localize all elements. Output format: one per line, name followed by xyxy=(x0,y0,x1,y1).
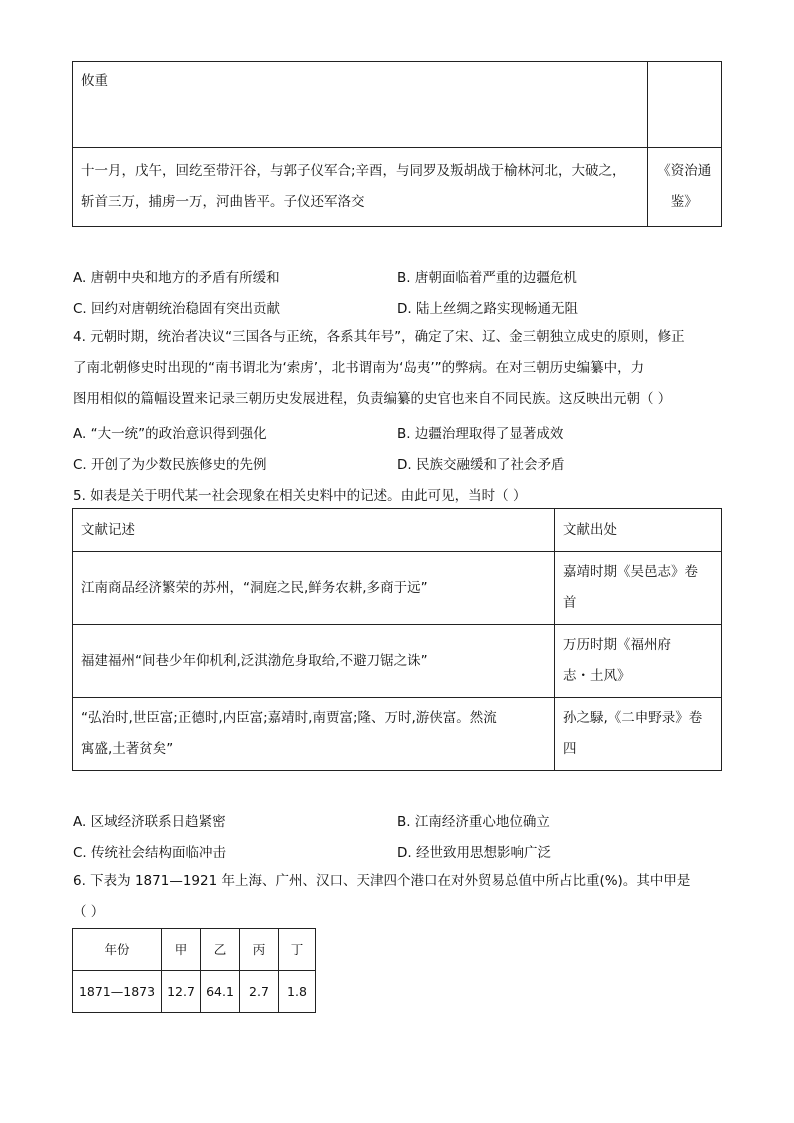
q4-option-d[interactable]: D. 民族交融缓和了社会矛盾 xyxy=(397,457,565,473)
q5-row2-record: 福建福州“间巷少年仰机利,泛淇渤危身取给,不避刀锯之诛” xyxy=(73,625,555,698)
q4-option-c[interactable]: C. 开创了为少数民族修史的先例 xyxy=(73,457,267,473)
q4-stem-line3: 图用相似的篇幅设置来记录三朝历史发展进程，负责编纂的史官也来自不同民族。这反映出元朝（ ） xyxy=(73,391,672,407)
q6-header-bing: 丙 xyxy=(240,929,279,971)
q5-header-source: 文献出处 xyxy=(555,509,722,552)
q5-option-d[interactable]: D. 经世致用思想影响广泛 xyxy=(397,845,551,861)
q4-option-a[interactable]: A. “大一统”的政治意识得到强化 xyxy=(73,426,267,442)
q5-option-a[interactable]: A. 区域经济联系日趋紧密 xyxy=(73,814,226,830)
q5-option-b[interactable]: B. 江南经济重心地位确立 xyxy=(397,814,550,830)
q5-option-c[interactable]: C. 传统社会结构面临冲击 xyxy=(73,845,227,861)
q5-row2-source: 万历时期《福州府 志・土风》 xyxy=(555,625,722,698)
q6-stem xyxy=(73,866,723,928)
q6-cell-year: 1871—1873 xyxy=(73,971,162,1013)
q5-table xyxy=(72,508,722,771)
q3-option-d[interactable]: D. 陆上丝绸之路实现畅通无阻 xyxy=(397,301,578,317)
q6-cell-bing: 2.7 xyxy=(240,971,279,1013)
q3-option-a[interactable]: A. 唐朝中央和地方的矛盾有所缓和 xyxy=(73,270,280,286)
q6-stem-line2: （ ） xyxy=(73,904,105,920)
q6-header-yi: 乙 xyxy=(201,929,240,971)
q3-table-row1-source xyxy=(647,62,721,148)
q5-header-record: 文献记述 xyxy=(73,509,555,552)
q3-table-row2-text: 十一月，戊午，回纥至带汗谷，与郭子仪军合;辛酉，与同罗及叛胡战于榆林河北，大破之， 斩首三万，捕虏一万，河曲皆平。子仪还军洛交 xyxy=(73,148,648,227)
q4-stem-line2: 了南北朝修史时出现的“南书谓北为‘索虏’，北书谓南为‘岛夷’”的弊病。在对三朝历史编纂中，力 xyxy=(73,360,645,376)
q5-stem: 5. 如表是关于明代某一社会现象在相关史料中的记述。由此可见，当时（ ） xyxy=(73,488,527,504)
q6-stem-line1: 6. 下表为 1871—1921 年上海、广州、汉口、天津四个港口在对外贸易总值中所占比重(%)。其中甲是 xyxy=(73,873,691,889)
q3-table-row1-text: 攸重 xyxy=(73,62,648,148)
q4-option-b[interactable]: B. 边疆治理取得了显著成效 xyxy=(397,426,564,442)
q4-stem-line1: 4. 元朝时期，统治者决议“三国各与正统，各系其年号”，确定了宋、辽、金三朝独立成史的原则，修正 xyxy=(73,329,685,345)
q3-source-table xyxy=(72,61,722,227)
q5-row1-record: 江南商品经济繁荣的苏州，“洞庭之民,鲜务农耕,多商于远” xyxy=(73,552,555,625)
q6-table xyxy=(72,928,316,1013)
q6-header-year: 年份 xyxy=(73,929,162,971)
q6-header-ding: 丁 xyxy=(279,929,316,971)
q6-cell-ding: 1.8 xyxy=(279,971,316,1013)
q3-table-row2-source: 《资治通 鉴》 xyxy=(647,148,721,227)
q6-header-jia: 甲 xyxy=(162,929,201,971)
q6-cell-yi: 64.1 xyxy=(201,971,240,1013)
q3-option-c[interactable]: C. 回约对唐朝统治稳固有突出贡献 xyxy=(73,301,281,317)
q5-row1-source: 嘉靖时期《吴邑志》卷 首 xyxy=(555,552,722,625)
q6-cell-jia: 12.7 xyxy=(162,971,201,1013)
q3-option-b[interactable]: B. 唐朝面临着严重的边疆危机 xyxy=(397,270,577,286)
q4-stem xyxy=(73,322,723,415)
q5-row3-record: “弘治时,世臣富;正德时,内臣富;嘉靖时,南贾富;隆、万时,游侠富。然流 寓盛,土著贫矣” xyxy=(73,698,555,771)
q5-row3-source: 孙之騄,《二申野录》卷 四 xyxy=(555,698,722,771)
